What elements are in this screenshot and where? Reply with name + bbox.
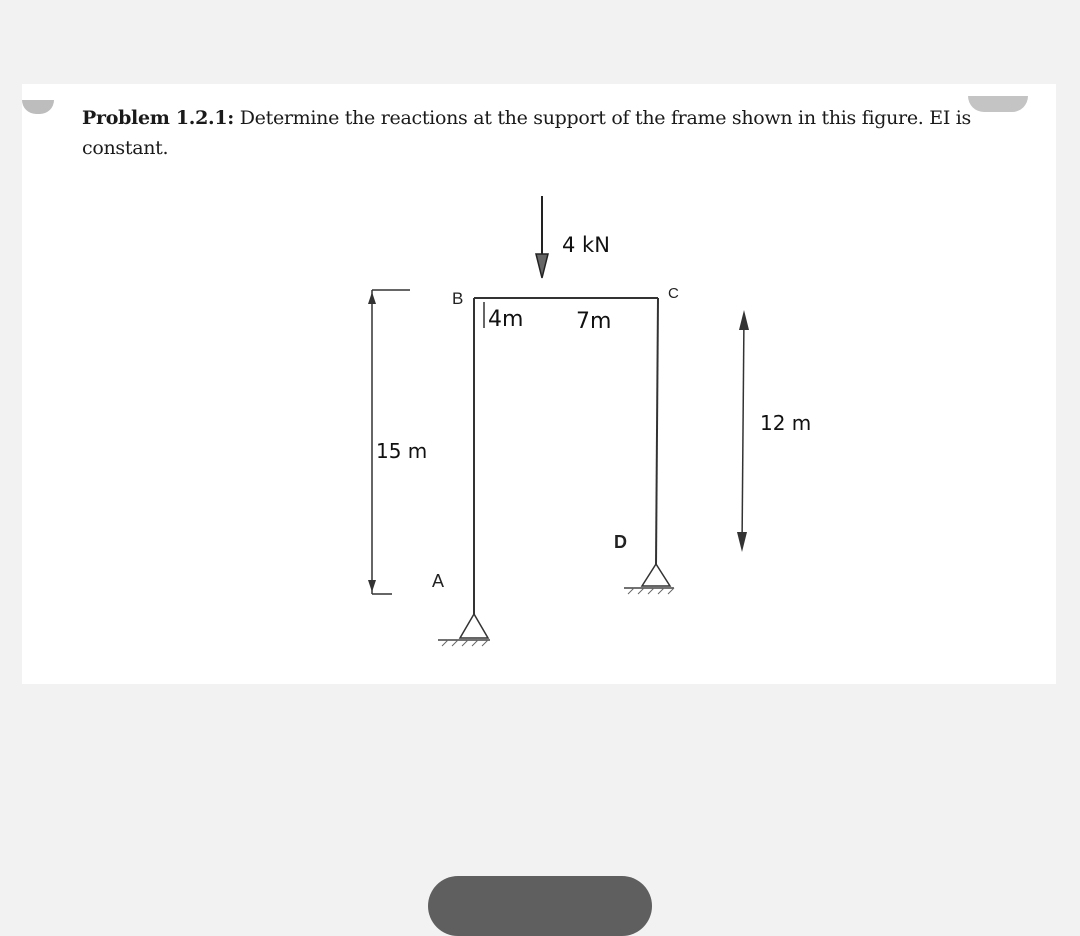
pin-support-a [438, 614, 490, 646]
column-cd [656, 298, 658, 565]
node-d-label: D [614, 532, 627, 552]
node-b-label: B [452, 289, 464, 308]
pin-support-d [624, 564, 674, 594]
right-height-dimension [737, 310, 749, 552]
home-indicator[interactable] [428, 876, 652, 936]
dim-height-right-label: 12 m [760, 411, 812, 435]
problem-label: Problem 1.2.1: [82, 107, 234, 129]
node-c-label: C [668, 285, 679, 302]
load-label: 4 kN [562, 233, 610, 257]
dim-right-label: 7m [576, 309, 612, 334]
node-a-label: A [432, 571, 445, 591]
problem-body: Determine the reactions at the support of the frame shown in this figure. EI is constant. [82, 107, 972, 159]
load-arrow [536, 196, 548, 278]
dim-height-left-label: 15 m [376, 439, 428, 463]
dim-left-label: 4m [488, 307, 524, 332]
